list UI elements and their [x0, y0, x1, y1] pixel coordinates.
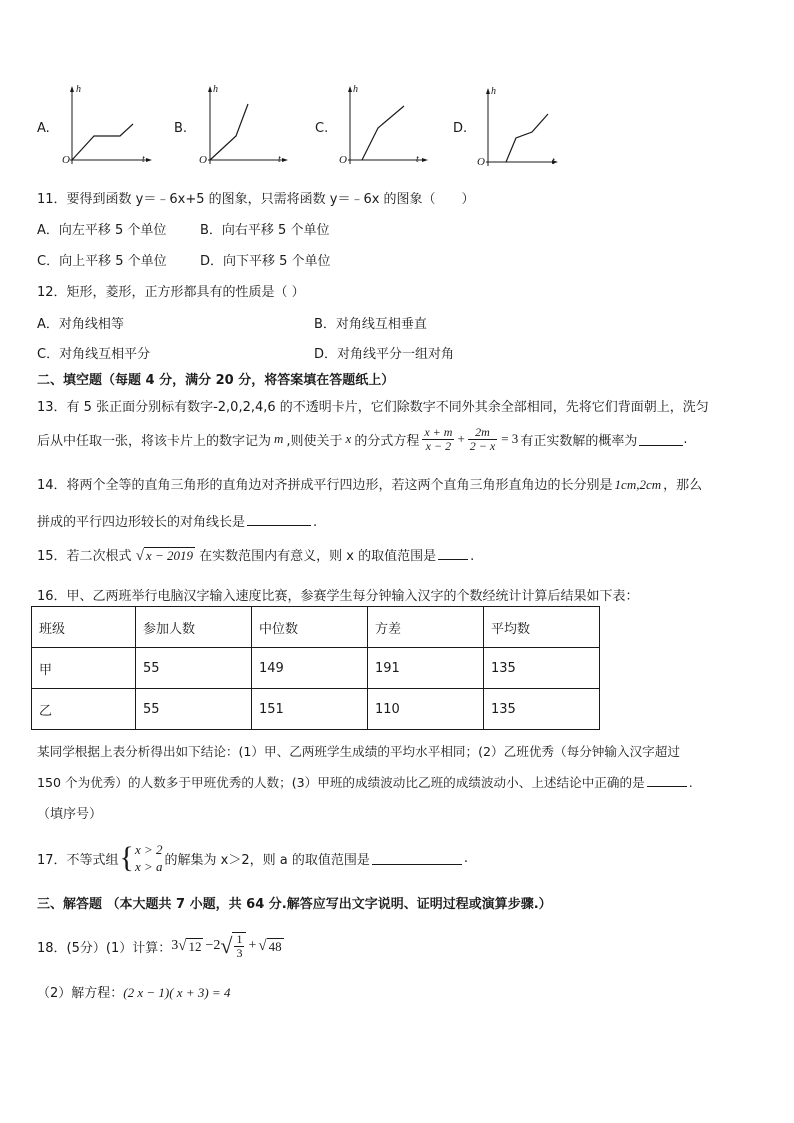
side-lengths: 1cm,2cm — [614, 477, 662, 492]
table-header-cell: 方差 — [368, 607, 484, 648]
fraction-2: $\frac{2m}{2 - x}$ — [469, 424, 496, 453]
inequality-system: x > 2 x > a — [134, 842, 163, 874]
question-16-conclusion-3: （填序号） — [37, 807, 103, 822]
table-cell: 151 — [252, 689, 368, 730]
question-11-option-d: D．向下平移 5 个单位 — [200, 254, 331, 269]
question-12-option-b: B．对角线互相垂直 — [314, 317, 427, 332]
table-cell: 135 — [484, 648, 600, 689]
option-a-label: A. — [37, 121, 50, 136]
option-c-label: C. — [315, 121, 329, 136]
radical-sign: √ — [135, 548, 144, 564]
question-13-line-2: 后从中任取一张，将该卡片上的数字记为 m ,则使关于 x 的分式方程 $\frac{x + m}{x - 2}$ + $\frac{2m}{2 - x}$ = 3 有正实数解的概率为 . — [37, 424, 688, 453]
answer-blank-14[interactable] — [247, 513, 311, 526]
table-cell: 甲 — [32, 648, 136, 689]
table-cell: 149 — [252, 648, 368, 689]
question-14-line-1: 14．将两个全等的直角三角形的直角边对齐拼成平行四边形，若这两个直角三角形直角边的长分别是 1cm,2cm ，那么 — [37, 477, 703, 493]
question-11-stem: 11．要得到函数 y＝﹣6x+5 的图象，只需将函数 y＝﹣6x 的图象（ ） — [37, 192, 475, 207]
question-17: 17．不等式组 { x > 2 x > a 的解集为 x＞2，则 a 的取值范围是 . — [37, 841, 468, 874]
question-12-option-a: A．对角线相等 — [37, 317, 124, 332]
table-cell: 135 — [484, 689, 600, 730]
answer-blank-16[interactable] — [647, 774, 687, 787]
option-b-label: B. — [174, 121, 188, 136]
question-16-conclusion-2: 150 个为优秀）的人数多于甲班优秀的人数；(3）甲班的成绩波动比乙班的成绩波动小、上述结论中正确的是 . — [37, 775, 693, 790]
question-16-conclusion-1: 某同学根据上表分析得出如下结论：(1）甲、乙两班学生成绩的平均水平相同；(2）乙班优秀（每分钟输入汉字超过 — [37, 744, 680, 759]
question-13-line-1: 13．有 5 张正面分别标有数字-2,0,2,4,6 的不透明卡片，它们除数字不同外其余全部相同，先将它们背面朝上，洗匀 — [37, 400, 709, 415]
question-12-option-c: C．对角线互相平分 — [37, 347, 151, 362]
table-row — [32, 689, 600, 730]
answer-blank-15[interactable] — [438, 547, 468, 560]
table-cell: 191 — [368, 648, 484, 689]
table-header-cell: 班级 — [32, 607, 136, 648]
question-11-option-a: A．向左平移 5 个单位 — [37, 223, 167, 238]
stats-table — [31, 606, 600, 730]
variable-x: x — [345, 431, 352, 446]
table-cell: 55 — [136, 648, 252, 689]
table-cell: 55 — [136, 689, 252, 730]
section-2-heading: 二、填空题（每题 4 分，满分 20 分，将答案填在答题纸上） — [37, 373, 395, 388]
section-3-heading: 三、解答题 （本大题共 7 小题，共 64 分.解答应写出文字说明、证明过程或演算步骤.） — [37, 897, 552, 912]
question-14-line-2: 拼成的平行四边形较长的对角线长是 . — [37, 515, 318, 530]
table-cell: 110 — [368, 689, 484, 730]
option-d-label: D. — [453, 121, 468, 136]
question-15: 15．若二次根式 √ x − 2019 在实数范围内有意义，则 x 的取值范围是 . — [37, 548, 475, 564]
graph-b — [198, 84, 290, 168]
question-18-part-1: 18．(5分）(1）计算： 3 √ 12 −2 √ $\frac{1}{3}$ + √ 48 — [37, 932, 282, 960]
answer-blank-17[interactable] — [372, 852, 462, 865]
table-row — [32, 648, 600, 689]
fraction-one-third: $\frac{1}{3}$ — [232, 932, 246, 960]
fraction-1: $\frac{x + m}{x - 2}$ — [424, 424, 453, 453]
question-12-option-d: D．对角线平分一组对角 — [314, 347, 455, 362]
table-header-cell: 中位数 — [252, 607, 368, 648]
table-header-row — [32, 607, 600, 648]
table-cell: 乙 — [32, 689, 136, 730]
table-header-cell: 参加人数 — [136, 607, 252, 648]
question-12-stem: 12．矩形，菱形，正方形都具有的性质是（ ） — [37, 285, 305, 300]
graph-a — [60, 84, 152, 168]
answer-blank-13[interactable] — [639, 433, 683, 446]
question-18-part-2: （2）解方程：(2 x − 1)( x + 3) = 4 — [37, 985, 231, 1001]
radicand: x − 2019 — [145, 548, 193, 563]
brace: { — [119, 841, 134, 874]
question-11-option-b: B．向右平移 5 个单位 — [200, 223, 330, 238]
question-11-option-c: C．向上平移 5 个单位 — [37, 254, 167, 269]
question-16-intro: 16．甲、乙两班举行电脑汉字输入速度比赛，参赛学生每分钟输入汉字的个数经统计计算后结果如下表： — [37, 589, 639, 604]
table-header-cell: 平均数 — [484, 607, 600, 648]
variable-m: m — [274, 431, 284, 446]
